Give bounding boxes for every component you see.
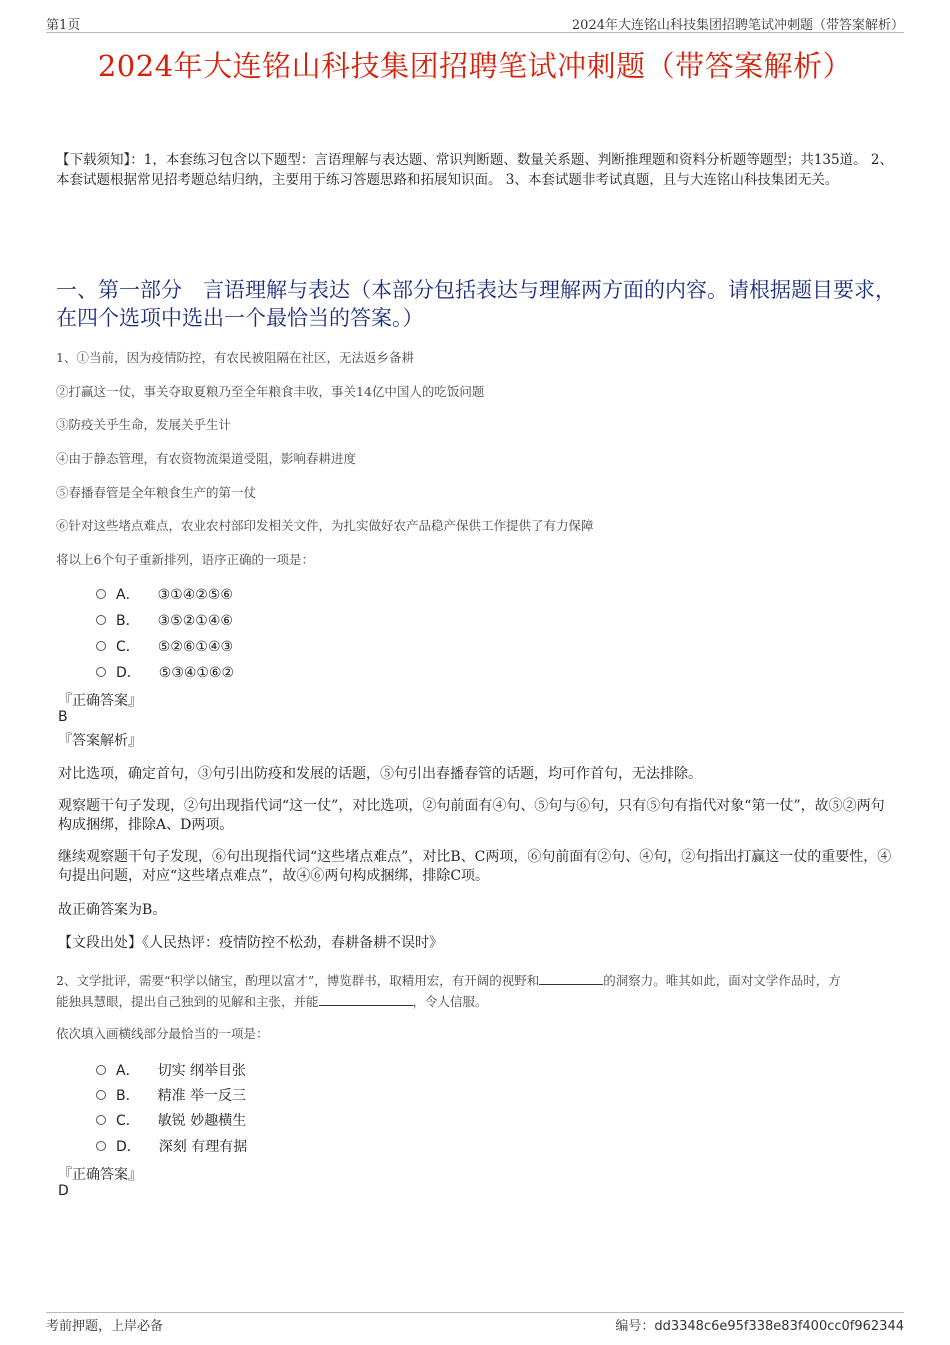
page-header bbox=[46, 14, 904, 33]
q1-option-b[interactable]: B． ③⑤②①④⑥ bbox=[96, 610, 233, 630]
radio-icon[interactable] bbox=[96, 615, 106, 625]
q1-prompt: 将以上6个句子重新排列，语序正确的一项是： bbox=[56, 552, 314, 567]
q1-option-d[interactable]: D． ⑤③④①⑥② bbox=[96, 662, 234, 682]
q2-option-d[interactable]: D． 深刻 有理有据 bbox=[96, 1136, 247, 1156]
q1-analysis-2: 观察题干句子发现，②句出现指代词“这一仗”，对比选项，②句前面有④句、⑤句与⑥句，只有⑤句有指代对象“第一仗”，故⑤②两句构成捆绑，排除A、D两项。 bbox=[58, 798, 885, 833]
q2-option-c[interactable]: C． 敏锐 妙趣横生 bbox=[96, 1110, 246, 1130]
radio-icon[interactable] bbox=[96, 641, 106, 651]
page-number: 第1页 bbox=[46, 18, 81, 33]
q1-analysis-label: 『答案解析』 bbox=[58, 733, 142, 749]
header-doc-title: 2024年大连铭山科技集团招聘笔试冲刺题（带答案解析） bbox=[571, 18, 904, 33]
radio-icon[interactable] bbox=[96, 1115, 106, 1125]
q1-line-2: ②打赢这一仗，事关夺取夏粮乃至全年粮食丰收，事关14亿中国人的吃饭问题 bbox=[56, 384, 485, 399]
q2-option-b[interactable]: B． 精准 举一反三 bbox=[96, 1085, 246, 1105]
q1-analysis-3: 继续观察题干句子发现，⑥句出现指代词“这些堵点难点”，对比B、C两项，⑥句前面有②句、④句，②句指出打赢这一仗的重要性，④句提出问题，对应“这些堵点难点”，故④⑥两句构成捆绑，排除C项。 bbox=[58, 849, 892, 884]
q1-option-c[interactable]: C． ⑤②⑥①④③ bbox=[96, 636, 233, 656]
radio-icon[interactable] bbox=[96, 1141, 106, 1151]
q1-line-6: ⑥针对这些堵点难点，农业农村部印发相关文件，为扎实做好农产品稳产保供工作提供了有力保障 bbox=[56, 518, 594, 533]
footer-slogan: 考前押题，上岸必备 bbox=[46, 1319, 164, 1334]
download-notice: 【下载须知】：1，本套练习包含以下题型：言语理解与表达题、常识判断题、数量关系题、判断推理题和资料分析题等题型；共135道。 2、本套试题根据常见招考题总结归纳，主要用于练习答题思路和拓展知识面。 3、本套试题非考试真题，且与大连铭山科技集团无关。 bbox=[56, 152, 893, 188]
radio-icon[interactable] bbox=[96, 1065, 106, 1075]
q1-option-a[interactable]: A． ③①④②⑤⑥ bbox=[96, 584, 233, 604]
page-footer bbox=[46, 1312, 904, 1333]
q1-line-4: ④由于静态管理，有农资物流渠道受阻，影响春耕进度 bbox=[56, 451, 357, 466]
q1-line-1: 1、①当前，因为疫情防控，有农民被阻隔在社区，无法返乡备耕 bbox=[56, 350, 414, 365]
document-code: 编号：dd3348c6e95f338e83f400cc0f962344 bbox=[615, 1319, 904, 1334]
q1-line-5: ⑤春播春管是全年粮食生产的第一仗 bbox=[56, 485, 257, 500]
q1-analysis-1: 对比选项，确定首句，③句引出防疫和发展的话题，⑤句引出春播春管的话题，均可作首句，无法排除。 bbox=[58, 766, 702, 782]
page-title: 2024年大连铭山科技集团招聘笔试冲刺题（带答案解析） bbox=[97, 49, 853, 83]
q2-option-a[interactable]: A． 切实 纲举目张 bbox=[96, 1060, 246, 1080]
q2-prompt: 依次填入画横线部分最恰当的一项是： bbox=[56, 1026, 269, 1041]
radio-icon[interactable] bbox=[96, 1090, 106, 1100]
q1-answer-label: 『正确答案』 bbox=[58, 693, 142, 709]
q2-answer: D bbox=[58, 1183, 69, 1199]
q1-source: 【文段出处】《人民热评：疫情防控不松劲，春耕备耕不误时》 bbox=[58, 935, 443, 951]
q1-answer: B bbox=[58, 709, 68, 725]
q2-stem: 2、文学批评，需要“积学以储宝，酌理以富才”，博览群书，取精用宏，有开阔的视野和 的洞察力。唯其如此，面对文学作品时，方 能独具慧眼，提出自己独到的见解和主张，并能 ，令人信服。 bbox=[56, 973, 841, 1009]
q2-blank-2 bbox=[319, 993, 413, 1006]
section-title: 一、第一部分 言语理解与表达（本部分包括表达与理解两方面的内容。请根据题目要求，在四个选项中选出一个最恰当的答案。） bbox=[56, 278, 896, 330]
q1-analysis-4: 故正确答案为B。 bbox=[58, 902, 167, 918]
q2-blank-1 bbox=[539, 972, 603, 985]
q2-answer-label: 『正确答案』 bbox=[58, 1167, 142, 1183]
radio-icon[interactable] bbox=[96, 667, 106, 677]
radio-icon[interactable] bbox=[96, 589, 106, 599]
q1-line-3: ③防疫关乎生命，发展关乎生计 bbox=[56, 417, 232, 432]
